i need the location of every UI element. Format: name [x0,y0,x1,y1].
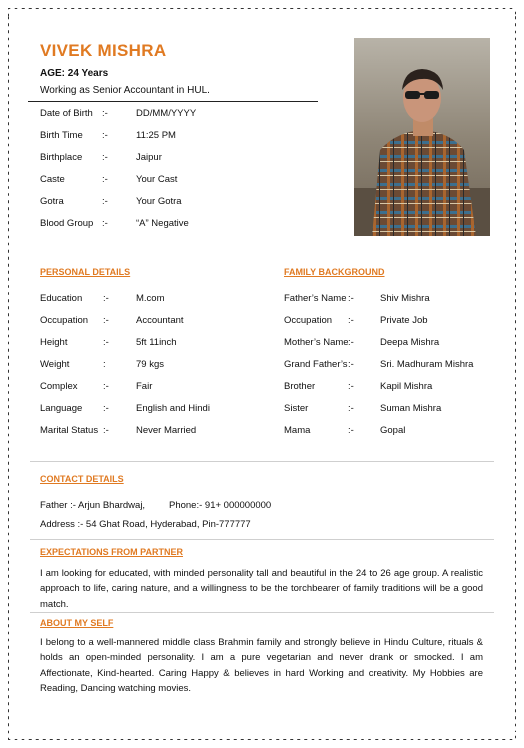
family-detail-separator: :- [348,293,354,304]
personal-detail-label: Height [40,337,68,348]
expectations-heading: EXPECTATIONS FROM PARTNER [40,547,184,557]
birth-detail-separator: :- [102,174,108,185]
personal-detail-value: English and Hindi [136,403,210,414]
family-detail-separator: :- [348,425,354,436]
family-detail-label: Brother [284,381,316,392]
expectations-text: I am looking for educated, with minded personality tall and beautiful in the 24 to 26 age group. A realistic approach to life, caring nature, and a willingness to be the torchbearer of family traditions will be a good match. [40,568,483,610]
birth-detail-label: Birthplace [40,152,83,163]
family-detail-value: Sri. Madhuram Mishra [380,359,474,370]
contact-details-heading: CONTACT DETAILS [40,474,124,484]
contact-phone: Phone:- 91+ 000000000 [169,500,272,511]
birth-detail-value: 11:25 PM [136,130,176,141]
personal-detail-label: Weight [40,359,70,370]
family-detail-separator: :- [348,381,354,392]
personal-detail-separator: :- [103,337,109,348]
family-detail-value: Private Job [380,315,428,326]
personal-detail-value: Accountant [136,315,184,326]
birth-detail-label: Date of Birth [40,108,93,119]
family-detail-value: Deepa Mishra [380,337,440,348]
family-detail-label: Occupation [284,315,333,326]
birth-detail-value: DD/MM/YYYY [136,108,197,119]
family-detail-value: Kapil Mishra [380,381,433,392]
family-detail-separator: :- [348,403,354,414]
personal-detail-label: Occupation [40,315,89,326]
personal-detail-value: Never Married [136,425,197,436]
family-detail-label: Grand Father’s [284,359,348,370]
birth-detail-label: Birth Time [40,130,83,141]
birth-detail-value: Jaipur [136,152,162,163]
about-heading: ABOUT MY SELF [40,618,114,628]
family-detail-value: Shiv Mishra [380,293,430,304]
family-detail-value: Suman Mishra [380,403,442,414]
contact-address: Address :- 54 Ghat Road, Hyderabad, Pin-777777 [40,519,251,530]
personal-detail-separator: :- [103,425,109,436]
personal-detail-separator: :- [103,403,109,414]
header-divider [28,101,318,102]
section-divider [30,539,494,540]
personal-detail-label: Complex [40,381,78,392]
profile-photo [354,38,490,236]
personal-detail-value: M.com [136,293,165,304]
personal-detail-label: Language [40,403,83,414]
personal-detail-separator: : [103,359,106,370]
section-divider [30,612,494,613]
personal-detail-separator: :- [103,293,109,304]
family-detail-label: Sister [284,403,309,414]
family-detail-label: Mama [284,425,311,436]
birth-detail-label: Caste [40,174,65,185]
birth-detail-separator: :- [102,196,108,207]
personal-detail-value: Fair [136,381,153,392]
profile-age: AGE: 24 Years [40,68,109,79]
birth-detail-label: Blood Group [40,218,94,229]
personal-detail-separator: :- [103,315,109,326]
personal-detail-separator: :- [103,381,109,392]
personal-detail-value: 5ft 11inch [136,337,177,348]
family-detail-label: Father’s Name [284,293,347,304]
personal-detail-label: Marital Status [40,425,99,436]
birth-detail-value: Your Gotra [136,196,182,207]
birth-detail-value: Your Cast [136,174,178,185]
birth-detail-separator: :- [102,218,108,229]
section-divider [30,461,494,462]
profile-name: VIVEK MISHRA [40,41,167,60]
contact-father: Father :- Arjun Bhardwaj, [40,500,146,511]
family-detail-label: Mother’s Name [284,337,349,348]
birth-detail-separator: :- [102,130,108,141]
family-detail-separator: :- [348,315,354,326]
profile-job: Working as Senior Accountant in HUL. [40,85,210,96]
personal-detail-label: Education [40,293,83,304]
about-text: I belong to a well-mannered middle class Brahmin family and strongly believe in Hindu Culture, rituals & holds an open-minded personality. I am a pure vegetarian and never drank or smocked. I am Affectionate, Kind-hearted. Caring Happy & believes in hard Working and creativity. My Hobbies are Reading, Dancing watching movies. [40,637,483,694]
personal-details-heading: PERSONAL DETAILS [40,267,131,277]
personal-detail-value: 79 kgs [136,359,164,370]
birth-detail-value: “A” Negative [136,218,189,229]
family-detail-value: Gopal [380,425,406,436]
family-detail-separator: :- [348,337,354,348]
birth-detail-separator: :- [102,152,108,163]
family-background-heading: FAMILY BACKGROUND [284,267,385,277]
birth-detail-separator: :- [102,108,108,119]
birth-detail-label: Gotra [40,196,64,207]
family-detail-separator: :- [348,359,354,370]
